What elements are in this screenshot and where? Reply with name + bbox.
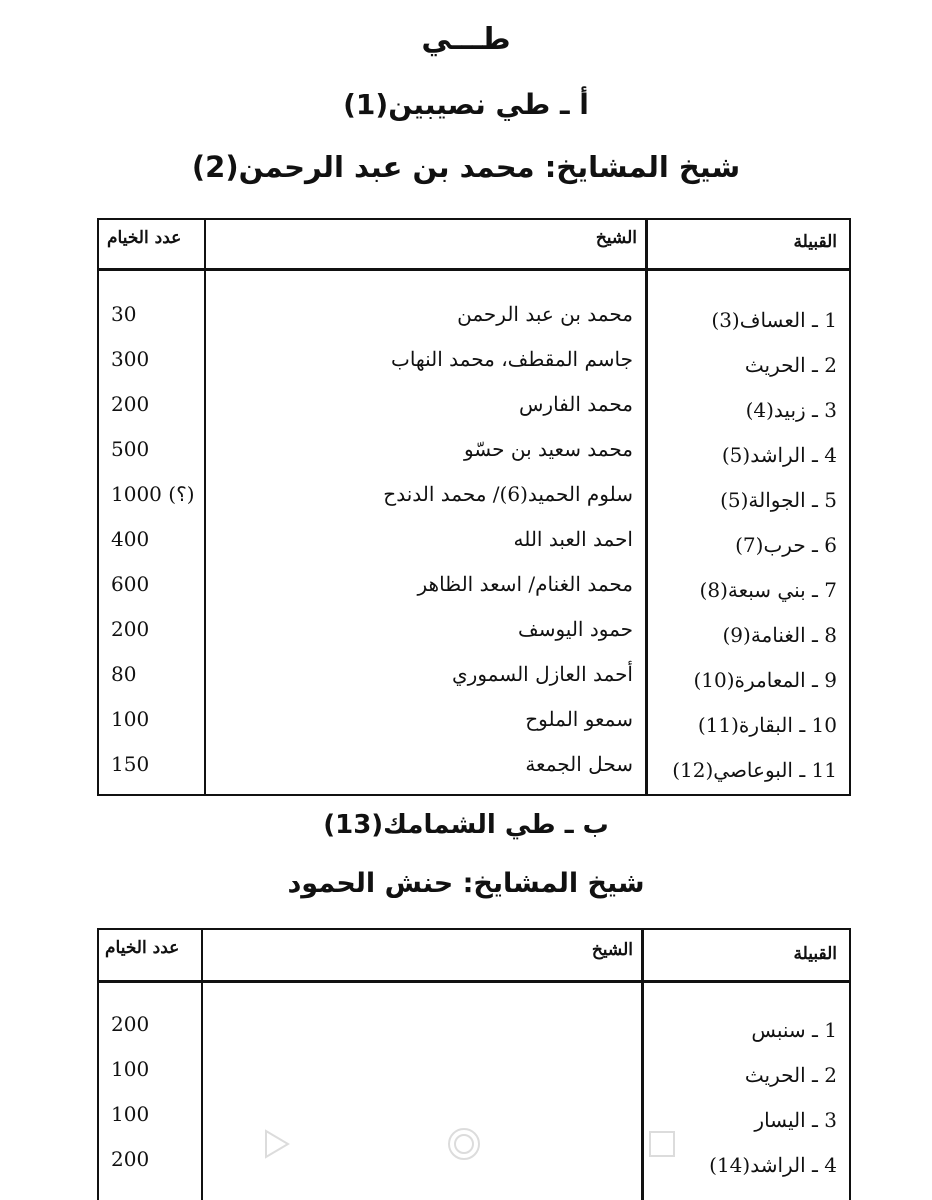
section-a-sheikh-heading: شيخ المشايخ: محمد بن عبد الرحمن(2) <box>191 150 741 184</box>
table-row <box>97 347 851 391</box>
table-row <box>97 302 851 346</box>
tribe-cell: 1 ـ العساف(3) <box>711 308 837 332</box>
sheikh-cell: سمعو الملوح <box>525 707 633 731</box>
table-border <box>97 268 851 271</box>
table-row <box>97 1057 851 1101</box>
tents-cell: 500 <box>111 437 150 461</box>
home-circle-icon[interactable] <box>446 1126 482 1162</box>
sheikh-cell: سحل الجمعة <box>525 752 633 776</box>
tribe-cell: 10 ـ البقارة(11) <box>697 713 837 737</box>
tents-cell: 100 <box>111 707 150 731</box>
navigation-bar <box>0 1118 932 1168</box>
table-row <box>97 437 851 481</box>
header-tribe: القبيلة <box>793 944 837 964</box>
header-tents: عدد الخيام <box>107 228 182 248</box>
tents-cell: 400 <box>111 527 150 551</box>
tribe-cell: 3 ـ اليسار <box>754 1108 837 1132</box>
tribe-cell: 7 ـ بني سبعة(8) <box>699 578 837 602</box>
sheikh-cell: جاسم المقطف، محمد النهاب <box>390 347 633 371</box>
tribe-cell: 1 ـ سنبس <box>751 1018 837 1042</box>
tents-cell: 1000 (؟) <box>111 482 195 506</box>
table-border <box>97 980 851 983</box>
tents-cell: 200 <box>111 392 150 416</box>
table-row <box>97 617 851 661</box>
sheikh-cell: حمود اليوسف <box>518 617 633 641</box>
table-row <box>97 572 851 616</box>
tribe-cell: 2 ـ الحريث <box>744 353 837 377</box>
tents-cell: 80 <box>111 662 137 686</box>
tents-cell: 30 <box>111 302 137 326</box>
section-b-sheikh-heading: شيخ المشايخ: حنش الحمود <box>287 868 645 899</box>
header-tribe: القبيلة <box>793 232 837 252</box>
tents-cell: 100 <box>111 1057 150 1081</box>
tribe-cell: 6 ـ حرب(7) <box>735 533 837 557</box>
sheikh-cell: محمد بن عبد الرحمن <box>457 302 633 326</box>
table-row <box>97 662 851 706</box>
tents-cell: 300 <box>111 347 150 371</box>
tribe-cell: 4 ـ الراشد(5) <box>721 443 837 467</box>
tribe-cell: 5 ـ الجوالة(5) <box>720 488 837 512</box>
tents-cell: 200 <box>111 1012 150 1036</box>
sheikh-cell: احمد العبد الله <box>513 527 633 551</box>
header-sheikh: الشيخ <box>591 940 633 960</box>
tribe-cell: 9 ـ المعامرة(10) <box>693 668 837 692</box>
tents-cell: 100 <box>111 1102 150 1126</box>
table-row <box>97 482 851 526</box>
table-row <box>97 392 851 436</box>
page-title: طـــي <box>421 22 511 57</box>
sheikh-cell: محمد الفارس <box>519 392 633 416</box>
section-a-heading: أ ـ طي نصيبين(1) <box>343 88 589 121</box>
table-row <box>97 1012 851 1056</box>
table-row <box>97 752 851 796</box>
recents-square-icon[interactable] <box>644 1126 680 1162</box>
back-triangle-icon[interactable] <box>258 1126 294 1162</box>
tents-cell: 600 <box>111 572 150 596</box>
tribes-table-a <box>97 218 851 796</box>
tents-cell: 200 <box>111 617 150 641</box>
table-row <box>97 707 851 751</box>
section-b-heading: ب ـ طي الشمامك(13) <box>323 810 609 840</box>
header-sheikh: الشيخ <box>595 228 637 248</box>
table-border <box>97 928 851 930</box>
tribe-cell: 3 ـ زبيد(4) <box>745 398 837 422</box>
tribe-cell: 2 ـ الحريث <box>744 1063 837 1087</box>
sheikh-cell: سلوم الحميد(6)/ محمد الدندح <box>383 482 633 506</box>
sheikh-cell: أحمد العازل السموري <box>452 662 633 686</box>
sheikh-cell: محمد سعيد بن حسّو <box>463 437 633 461</box>
tribe-cell: 8 ـ الغنامة(9) <box>722 623 837 647</box>
tents-cell: 200 <box>111 1147 150 1171</box>
table-row <box>97 527 851 571</box>
tribe-cell: 11 ـ البوعاصي(12) <box>672 758 837 782</box>
tribe-cell: 4 ـ الراشد(14) <box>709 1153 837 1177</box>
header-tents: عدد الخيام <box>105 938 180 958</box>
tents-cell: 150 <box>111 752 150 776</box>
table-border <box>97 218 851 220</box>
sheikh-cell: محمد الغنام/ اسعد الظاهر <box>417 572 633 596</box>
